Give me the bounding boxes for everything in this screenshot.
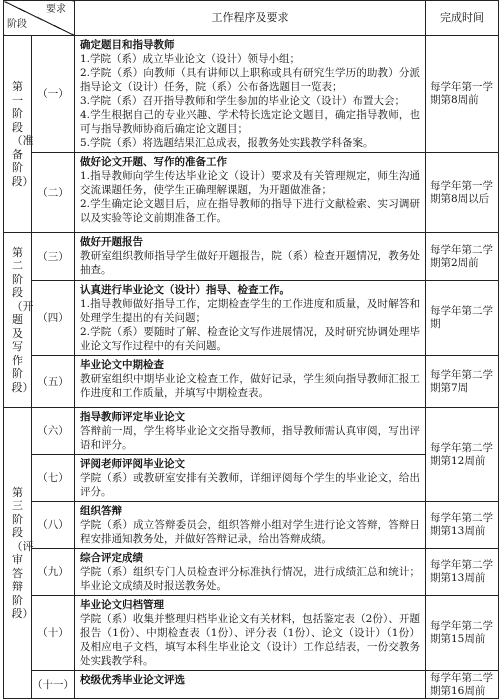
work-content	[75, 356, 426, 408]
work-content	[75, 153, 426, 233]
completion-time: 每学年第二学期第2周前	[426, 233, 499, 281]
work-line: 学院（系）或教研室安排有关教师，详细评阅每个学生的毕业论文，给出评分。	[80, 472, 420, 498]
completion-time: 每学年第一学期第8周以后	[426, 153, 499, 233]
work-line: 2.学院（系）向教师（具有讲师以上职称或具有研究生学历的助教）分派指导论文（设计）任务，院（系）公布备选题目一览表；	[80, 67, 420, 93]
work-title: 毕业论文中期检查	[80, 359, 164, 371]
completion-time: 每学年第二学期第13周前	[426, 549, 499, 596]
work-title: 做好开题报告	[80, 236, 143, 248]
work-title: 指导教师评定毕业论文	[80, 411, 185, 423]
table-row	[4, 408, 499, 455]
step-number: （七）	[32, 455, 75, 502]
completion-time: 每学年第二学期第13周前	[426, 502, 499, 549]
header-diagonal-cell	[4, 1, 75, 36]
work-content	[75, 671, 426, 699]
work-title: 毕业论文归档管理	[80, 599, 164, 611]
step-number: （十一）	[32, 671, 75, 699]
work-title: 校级优秀毕业论文评选	[80, 674, 185, 686]
work-content	[75, 549, 426, 596]
work-title: 确定题目和指导教师	[80, 39, 175, 51]
work-line: 教研室组织教师指导学生做好开题报告，院（系）检查开题情况，教务处抽查。	[80, 250, 420, 276]
work-content	[75, 36, 426, 153]
work-content	[75, 281, 426, 356]
work-title: 做好论文开题、写作的准备工作	[80, 156, 227, 168]
work-line: 答辩前一周，学生将毕业论文交指导教师，指导教师需认真审阅，写出评语和评分。	[80, 425, 420, 451]
work-title: 评阅老师评阅毕业论文	[80, 458, 185, 470]
phase-label: 第三阶段（评审答辩阶段）	[11, 485, 34, 620]
work-line: 教研室组织中期毕业论文检查工作，做好记录，学生须向指导教师汇报工作进度和工作质量，并填写中期检查表。	[80, 373, 420, 399]
completion-time: 每学年第一学期第8周前	[426, 36, 499, 153]
work-line: 2.学院（系）要随时了解、检查论文写作进展情况，及时研究协调处理毕业论文写作过程中的有关问题。	[80, 326, 420, 352]
completion-time: 每学年第二学期第12周前	[426, 408, 499, 502]
table-row	[4, 281, 499, 356]
work-content	[75, 455, 426, 502]
table-row	[4, 549, 499, 596]
step-number: （二）	[32, 153, 75, 233]
work-line: 5.学院（系）将选题结果汇总成表，报教务处实践教学科备案。	[80, 137, 374, 149]
header-time-column: 完成时间	[426, 1, 499, 36]
step-number: （四）	[32, 281, 75, 356]
step-number: （六）	[32, 408, 75, 455]
work-title: 综合评定成绩	[80, 552, 143, 564]
phase-label: 第二阶段（开题及写作阶段）	[11, 245, 34, 394]
work-title: 认真进行毕业论文（设计）指导、检查工作。	[80, 284, 290, 296]
completion-time: 每学年第二学期第16周前	[426, 671, 499, 699]
work-line: 2.学生确定论文题目后，应在指导教师的指导下进行文献检索、实习调研以及实验等论文前期准备工作。	[80, 198, 420, 224]
completion-time: 每学年第二学期第7周	[426, 356, 499, 408]
phase-2-cell	[4, 233, 32, 408]
step-number: （五）	[32, 356, 75, 408]
phase-label: 第一阶段（准备阶段）	[11, 80, 34, 188]
work-line: 1.指导教师做好指导工作，定期检查学生的工作进度和质量，及时解答和处理学生提出的有关问题；	[80, 298, 420, 324]
table-row	[4, 502, 499, 549]
step-number: （三）	[32, 233, 75, 281]
work-line: 1.学院（系）成立毕业论文（设计）领导小组；	[80, 53, 301, 65]
completion-time: 每学年第二学期第15周前	[426, 596, 499, 671]
header-requirement-label: 要求	[46, 4, 66, 15]
header-phase-label: 阶段	[7, 19, 27, 30]
table-row	[4, 36, 499, 153]
work-title: 组织答辩	[80, 505, 122, 517]
header-row	[4, 1, 499, 36]
table-row	[4, 233, 499, 281]
table-row	[4, 153, 499, 233]
work-line: 1.指导教师向学生传达毕业论文（设计）要求及有关管理规定，师生沟通交流课题任务，使学生正确理解课题，为开题做准备；	[80, 170, 420, 196]
work-content	[75, 408, 426, 455]
phase-3-cell	[4, 408, 32, 699]
table-row	[4, 596, 499, 671]
work-line: 学院（系）成立答辩委员会，组织答辩小组对学生进行论文答辩，答辩日程安排通知教务处，并做好答辩记录，给出答辩成绩。	[80, 519, 420, 545]
phase-1-cell	[4, 36, 32, 233]
process-table	[3, 0, 499, 699]
table-row	[4, 455, 499, 502]
work-line: 3.学院（系）召开指导教师和学生参加的毕业论文（设计）布置大会；	[80, 95, 406, 107]
work-content	[75, 502, 426, 549]
work-line: 学院（系）组织专门人员检查评分标准执行情况，进行成绩汇总和统计；毕业论文成绩及时报送教务处。	[80, 566, 420, 592]
step-number: （八）	[32, 502, 75, 549]
table-row	[4, 671, 499, 699]
step-number: （十）	[32, 596, 75, 671]
step-number: （一）	[32, 36, 75, 153]
step-number: （九）	[32, 549, 75, 596]
table-row	[4, 356, 499, 408]
process-table-wrapper	[3, 0, 498, 697]
header-work-column: 工作程序及要求	[75, 1, 426, 36]
work-content	[75, 596, 426, 671]
work-line: 学院（系）收集并整理归档毕业论文有关材料，包括鉴定表（2份）、开题报告（1份）、中期检查表（1份）、评分表（1份）、论文（设计）（1份）及相应电子文档，填写本科生毕业论文（设计）工作总结表，一份交教务处实践教学科。	[80, 613, 420, 667]
work-line: 4.学生根据自己的专业兴趣、学术特长选定论文题目，确定指导教师，也可与指导教师协商后确定论文题目；	[80, 109, 420, 135]
work-content	[75, 233, 426, 281]
completion-time: 每学年第二学期	[426, 281, 499, 356]
